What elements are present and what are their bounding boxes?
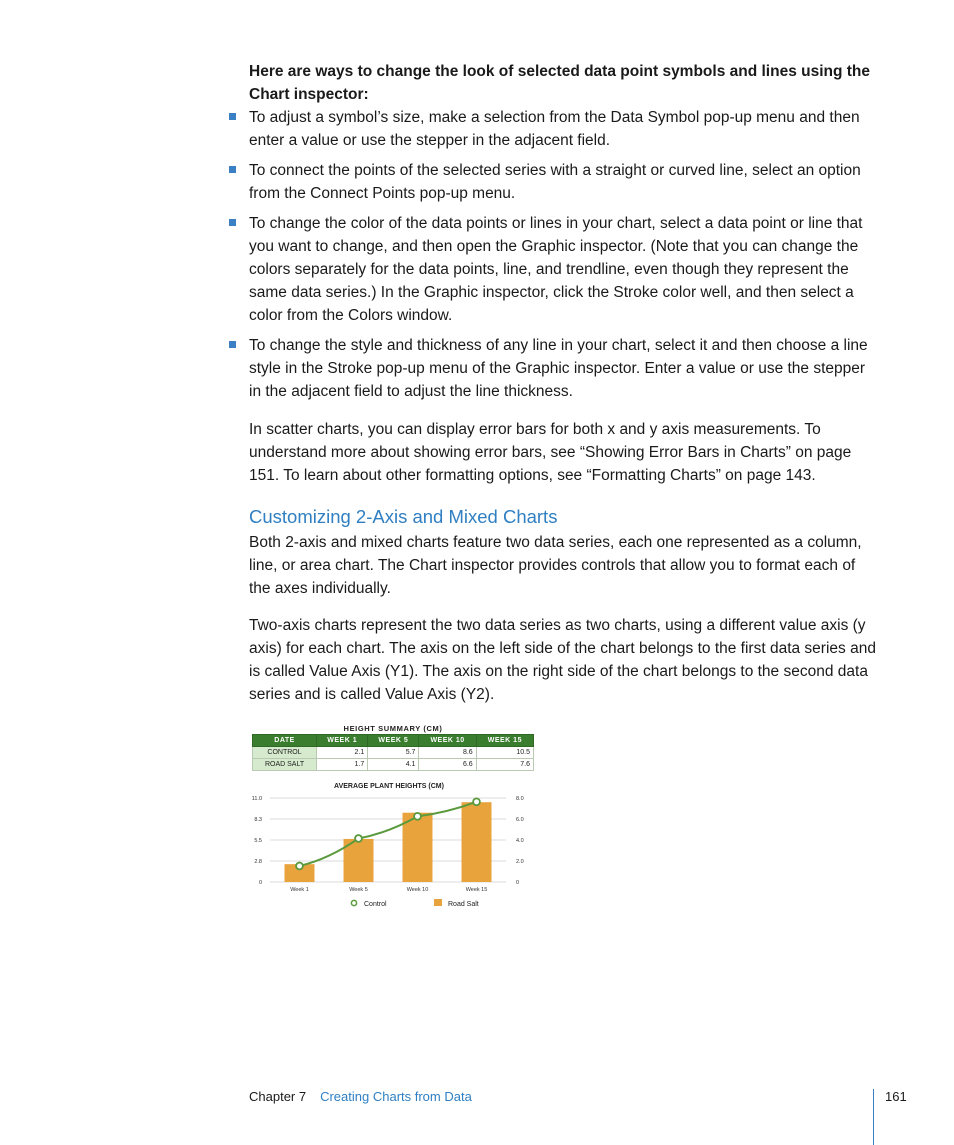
x-tick-label: Week 5 xyxy=(349,887,368,893)
data-point xyxy=(473,798,480,805)
table-cell: 8.6 xyxy=(419,747,476,759)
bullet-square-icon xyxy=(229,341,236,348)
list-item xyxy=(229,106,879,152)
chapter-label: Chapter 7 xyxy=(249,1089,307,1104)
data-point xyxy=(414,813,421,820)
y1-tick-label: 5.5 xyxy=(254,838,262,844)
row-label: ROAD SALT xyxy=(253,759,317,771)
chart-title: AVERAGE PLANT HEIGHTS (CM) xyxy=(334,783,444,790)
legend-control-marker xyxy=(351,900,356,905)
data-point xyxy=(296,863,303,870)
chapter-title-link[interactable]: Creating Charts from Data xyxy=(320,1089,472,1104)
table-row xyxy=(253,747,534,759)
y2-tick-label: 4.0 xyxy=(516,838,524,844)
line-series xyxy=(296,798,480,869)
table-cell: 5.7 xyxy=(368,747,419,759)
table-header-row xyxy=(253,735,534,747)
table-cell: 7.6 xyxy=(476,759,533,771)
table-cell: 2.1 xyxy=(317,747,368,759)
series-line xyxy=(300,802,477,866)
row-label: CONTROL xyxy=(253,747,317,759)
column-header: WEEK 10 xyxy=(419,735,476,747)
list-item xyxy=(229,212,879,327)
bullet-square-icon xyxy=(229,113,236,120)
list-item-text: To connect the points of the selected series with a straight or curved line, select an option from the Connect Points pop-up menu. xyxy=(249,162,861,202)
list-item xyxy=(229,159,879,205)
list-item-text: To change the style and thickness of any line in your chart, select it and then choose a line style in the Stroke pop-up menu of the Graphic inspector. Enter a value or use the stepper in the adjacent field to adjust the line thickness. xyxy=(249,337,868,400)
y1-tick-label: 0 xyxy=(258,880,262,886)
x-tick-label: Week 10 xyxy=(406,887,429,893)
column-header: WEEK 5 xyxy=(368,735,419,747)
column-header: WEEK 1 xyxy=(317,735,368,747)
table-cell: 4.1 xyxy=(368,759,419,771)
two-axis-paragraph: Two-axis charts represent the two data series as two charts, using a different value axis (y axis) for each chart. The axis on the left side of the chart belongs to the first data series and is called Value Axis (Y1). The axis on the right side of the chart belongs to the second data series and is called Value Axis (Y2). xyxy=(249,617,876,703)
bullet-square-icon xyxy=(229,219,236,226)
y2-tick-label: 6.0 xyxy=(516,817,524,823)
chart-legend xyxy=(351,899,478,908)
list-item-text: To change the color of the data points or lines in your chart, select a data point or line that you want to change, and then open the Graphic inspector. (Note that you can change the colors separately for the data points, line, and trendline, even though they represent the same data series.) In the Graphic inspector, click the Stroke color well, and then select a color from the Colors window. xyxy=(249,215,863,324)
tips-list xyxy=(229,106,879,410)
table-row xyxy=(253,759,534,771)
list-item xyxy=(229,334,879,403)
page-number: 161 xyxy=(885,1089,907,1104)
table-cell: 1.7 xyxy=(317,759,368,771)
page-divider xyxy=(873,1089,874,1145)
section-heading: Customizing 2-Axis and Mixed Charts xyxy=(249,506,558,527)
section-intro-bold: Here are ways to change the look of selected data point symbols and lines using the Chart inspector: xyxy=(249,63,871,103)
legend-roadsalt-marker xyxy=(434,899,442,906)
bar-series xyxy=(285,802,492,882)
column-header: DATE xyxy=(253,735,317,747)
table-cell: 6.6 xyxy=(419,759,476,771)
height-summary-table xyxy=(252,723,534,771)
table-cell: 10.5 xyxy=(476,747,533,759)
legend-control-label: Control xyxy=(364,901,387,908)
error-bars-paragraph: In scatter charts, you can display error bars for both x and y axis measurements. To understand more about showing error bars, see “Showing Error Bars in Charts” on page 151. To learn about other formatting options, see “Formatting Charts” on page 143. xyxy=(249,421,852,484)
x-tick-label: Week 1 xyxy=(290,887,309,893)
bar xyxy=(462,802,492,882)
y2-tick-label: 0 xyxy=(516,880,520,886)
data-point xyxy=(355,835,362,842)
table-title: HEIGHT SUMMARY (CM) xyxy=(343,724,443,733)
y2-tick-label: 2.0 xyxy=(516,859,524,865)
page-footer xyxy=(249,1089,472,1104)
plant-heights-chart xyxy=(244,778,534,913)
x-tick-label: Week 15 xyxy=(465,887,488,893)
list-item-text: To adjust a symbol’s size, make a selection from the Data Symbol pop-up menu and then enter a value or use the stepper in the adjacent field. xyxy=(249,109,860,149)
intro-paragraph: Both 2-axis and mixed charts feature two data series, each one represented as a column, line, or area chart. The Chart inspector provides controls that allow you to format each of the axes individually. xyxy=(249,534,862,597)
legend-roadsalt-label: Road Salt xyxy=(448,901,479,908)
y2-tick-label: 8.0 xyxy=(516,796,524,802)
y1-tick-label: 11.0 xyxy=(251,796,262,802)
y1-tick-label: 2.8 xyxy=(254,859,262,865)
bullet-square-icon xyxy=(229,166,236,173)
bar xyxy=(403,813,433,882)
column-header: WEEK 15 xyxy=(476,735,533,747)
y1-tick-label: 8.3 xyxy=(254,817,262,823)
